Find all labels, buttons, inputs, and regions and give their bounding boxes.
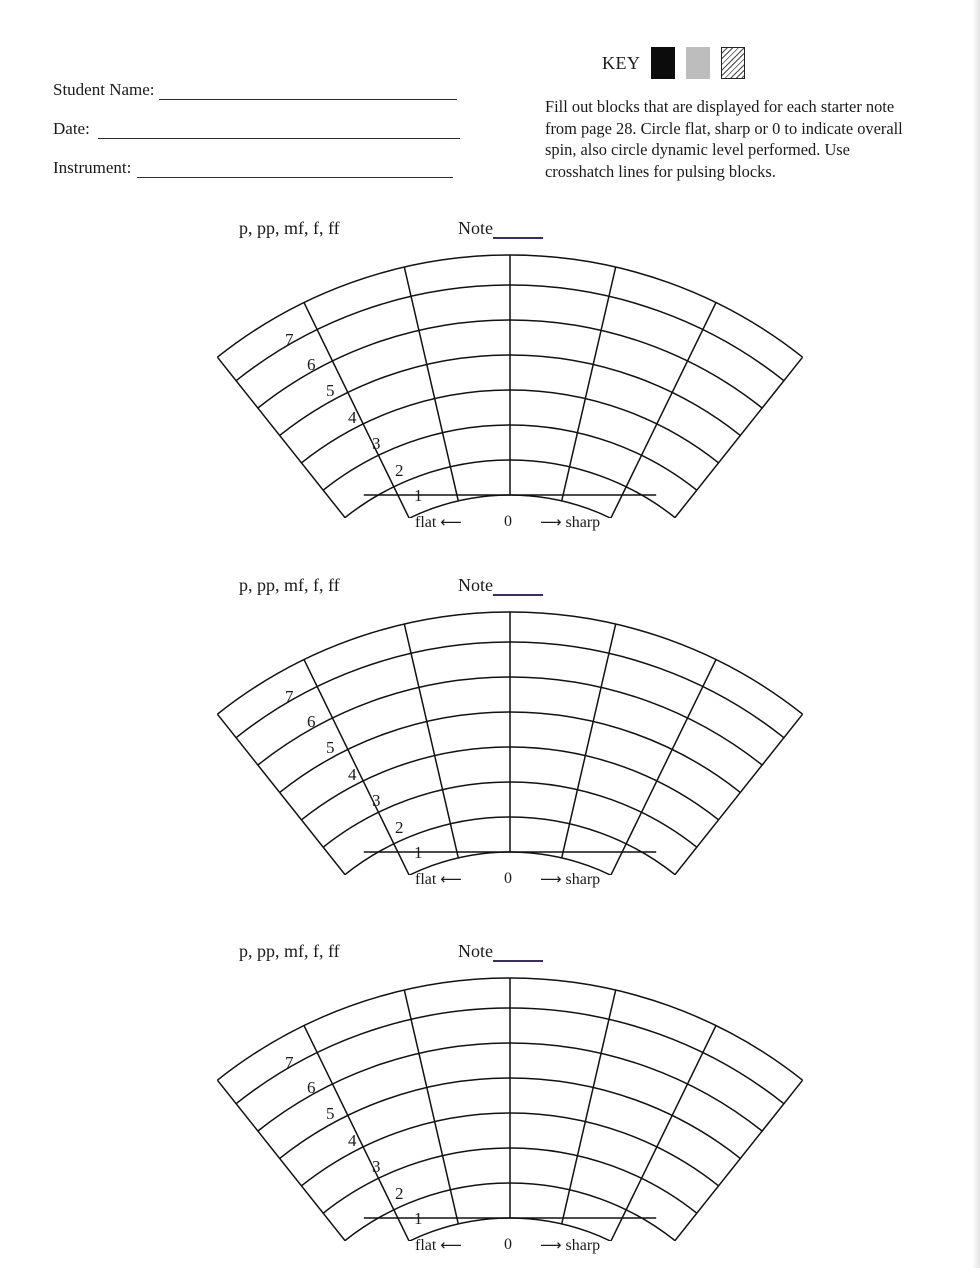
ring-label-5: 5 [326, 738, 335, 757]
key-label: KEY [602, 52, 641, 73]
flat-edge [217, 714, 366, 875]
ring-label-4: 4 [348, 408, 357, 427]
spoke-4 [562, 267, 616, 501]
instructions-text: Fill out blocks that are displayed for each starter note from page 28. Circle flat, sharp or 0 to indicate overall spin, also circle dynamic level performed. Use crosshatch lines for pulsing blocks. [545, 97, 903, 181]
spoke-2 [404, 624, 458, 858]
spoke-2 [404, 267, 458, 501]
zero-option[interactable]: 0 [504, 1236, 512, 1253]
sharp-label: sharp [565, 1237, 601, 1254]
left-arrow-icon: ⟵ [440, 870, 462, 888]
sharp-edge [653, 357, 802, 518]
student-name-label: Student Name: [53, 80, 155, 99]
instrument-field[interactable] [53, 158, 453, 178]
ring-label-7: 7 [285, 330, 294, 349]
ring-label-3: 3 [372, 1157, 381, 1176]
date-field[interactable] [53, 119, 460, 139]
flat-label: flat [415, 1237, 437, 1254]
ring-label-5: 5 [326, 381, 335, 400]
ring-label-2: 2 [395, 818, 404, 837]
note-label: Note [458, 575, 493, 595]
ring-label-6: 6 [307, 355, 316, 374]
note-label: Note [458, 218, 493, 238]
student-name-input-line[interactable] [159, 83, 457, 100]
spin-fan-grid[interactable] [0, 575, 980, 875]
sharp-option[interactable] [540, 513, 600, 532]
right-arrow-icon: ⟶ [540, 513, 562, 531]
date-input-line[interactable] [98, 122, 460, 139]
ring-label-2: 2 [395, 461, 404, 480]
dynamic-level-options[interactable]: p, pp, mf, f, ff [239, 941, 340, 961]
ring-label-4: 4 [348, 1131, 357, 1150]
spin-fan-grid[interactable] [0, 941, 980, 1241]
ring-label-3: 3 [372, 434, 381, 453]
spoke-4 [562, 624, 616, 858]
sharp-edge [653, 714, 802, 875]
flat-option[interactable] [415, 870, 462, 889]
ring-label-5: 5 [326, 1104, 335, 1123]
note-label: Note [458, 941, 493, 961]
ring-label-1: 1 [414, 843, 423, 862]
dynamic-level-options[interactable]: p, pp, mf, f, ff [239, 575, 340, 595]
zero-option[interactable]: 0 [504, 870, 512, 887]
spin-diagram-block [0, 941, 980, 1271]
flat-label: flat [415, 871, 437, 888]
key-legend [602, 46, 756, 80]
sharp-label: sharp [565, 514, 601, 531]
ring-label-1: 1 [414, 486, 423, 505]
sharp-option[interactable] [540, 1236, 600, 1255]
flat-edge [217, 1080, 366, 1241]
ring-label-7: 7 [285, 687, 294, 706]
sharp-label: sharp [565, 871, 601, 888]
key-swatch-crosshatch [721, 47, 745, 79]
date-label: Date: [53, 119, 90, 138]
ring-label-2: 2 [395, 1184, 404, 1203]
flat-option[interactable] [415, 1236, 462, 1255]
flat-edge [217, 357, 366, 518]
key-swatch-solid [651, 47, 675, 79]
left-arrow-icon: ⟵ [440, 513, 462, 531]
dynamic-level-options[interactable]: p, pp, mf, f, ff [239, 218, 340, 238]
key-swatch-gray [686, 47, 710, 79]
flat-label: flat [415, 514, 437, 531]
ring-label-1: 1 [414, 1209, 423, 1228]
ring-label-6: 6 [307, 712, 316, 731]
sharp-option[interactable] [540, 870, 600, 889]
right-arrow-icon: ⟶ [540, 870, 562, 888]
left-arrow-icon: ⟵ [440, 1236, 462, 1254]
spin-fan-grid[interactable] [0, 218, 980, 518]
right-arrow-icon: ⟶ [540, 1236, 562, 1254]
sharp-edge [653, 1080, 802, 1241]
page-edge-shadow [972, 0, 980, 1268]
ring-label-4: 4 [348, 765, 357, 784]
instrument-input-line[interactable] [137, 161, 453, 178]
flat-option[interactable] [415, 513, 462, 532]
student-name-field[interactable] [53, 80, 457, 100]
spoke-4 [562, 990, 616, 1224]
zero-option[interactable]: 0 [504, 513, 512, 530]
instrument-label: Instrument: [53, 158, 132, 177]
spin-diagram-block [0, 218, 980, 548]
ring-label-7: 7 [285, 1053, 294, 1072]
spoke-2 [404, 990, 458, 1224]
spin-diagram-block [0, 575, 980, 905]
ring-label-3: 3 [372, 791, 381, 810]
ring-label-6: 6 [307, 1078, 316, 1097]
